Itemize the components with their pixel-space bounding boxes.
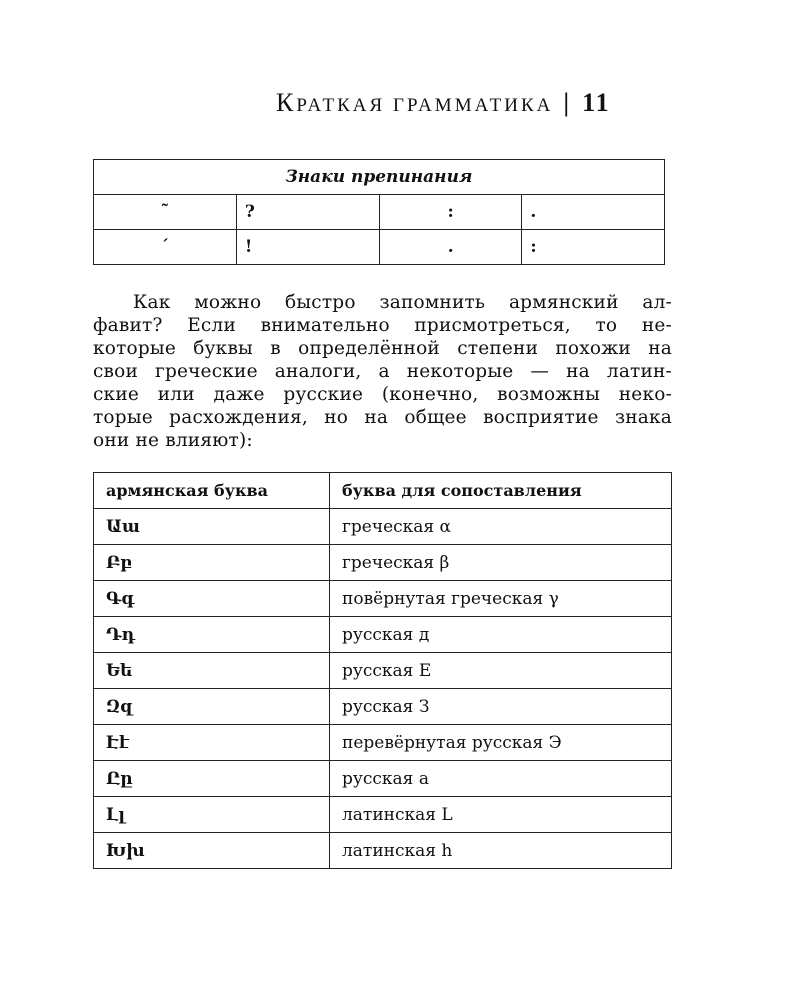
- comparison-letter: русская Е: [330, 653, 672, 689]
- armenian-letter: Աա: [94, 509, 330, 545]
- table-row: [94, 509, 672, 545]
- header-separator: |: [563, 88, 573, 117]
- table-header-row: [94, 473, 672, 509]
- table-row: [94, 195, 665, 230]
- table-cell: :: [522, 230, 665, 265]
- armenian-letter: Բբ: [94, 545, 330, 581]
- armenian-letter: Գգ: [94, 581, 330, 617]
- table-row: [94, 761, 672, 797]
- punctuation-table: [93, 159, 665, 265]
- table-row: [94, 797, 672, 833]
- paragraph-line: фавит? Если внимательно присмотреться, то не-: [93, 315, 672, 336]
- paragraph-line: Как можно быстро запомнить армянский ал-: [133, 292, 672, 313]
- table-cell: .: [379, 230, 522, 265]
- comparison-letter: повёрнутая греческая γ: [330, 581, 672, 617]
- armenian-letter: Եե: [94, 653, 330, 689]
- table-row: [94, 833, 672, 869]
- table-cell: .: [522, 195, 665, 230]
- comparison-letter: латинская L: [330, 797, 672, 833]
- table-row: [94, 545, 672, 581]
- table-row: [94, 230, 665, 265]
- armenian-letter: Լլ: [94, 797, 330, 833]
- table-cell: ?: [236, 195, 379, 230]
- armenian-letter: Էէ: [94, 725, 330, 761]
- comparison-letter: русская а: [330, 761, 672, 797]
- comparison-letter: латинская h: [330, 833, 672, 869]
- table-row: [94, 653, 672, 689]
- table-cell: :: [379, 195, 522, 230]
- running-header: [276, 88, 611, 118]
- armenian-letter: Զզ: [94, 689, 330, 725]
- paragraph-line: свои греческие аналоги, а некоторые — на латин-: [93, 361, 672, 382]
- letters-table: [93, 472, 672, 869]
- table-cell: ´: [94, 230, 237, 265]
- punctuation-table-title: Знаки препинания: [94, 160, 665, 195]
- armenian-letter: Դդ: [94, 617, 330, 653]
- armenian-letter: Խխ: [94, 833, 330, 869]
- table-row: [94, 581, 672, 617]
- comparison-letter: греческая α: [330, 509, 672, 545]
- column-header-armenian: армянская буква: [94, 473, 330, 509]
- header-title: КРАТКАЯ ГРАММАТИКА: [276, 88, 554, 117]
- body-paragraph: [93, 291, 672, 452]
- comparison-letter: греческая β: [330, 545, 672, 581]
- table-row: [94, 725, 672, 761]
- table-cell: !: [236, 230, 379, 265]
- paragraph-line: торые расхождения, но на общее восприятие знака: [93, 407, 672, 428]
- comparison-letter: русская д: [330, 617, 672, 653]
- column-header-comparison: буква для сопоставления: [330, 473, 672, 509]
- page-number: 11: [582, 88, 611, 117]
- comparison-letter: русская З: [330, 689, 672, 725]
- table-cell: ˜: [94, 195, 237, 230]
- paragraph-line: они не влияют):: [93, 430, 253, 451]
- paragraph-line: ские или даже русские (конечно, возможны некo-: [93, 384, 672, 405]
- paragraph-line: которые буквы в определённой степени похожи на: [93, 338, 672, 359]
- comparison-letter: перевёрнутая русская Э: [330, 725, 672, 761]
- armenian-letter: Ըը: [94, 761, 330, 797]
- table-row: [94, 617, 672, 653]
- table-row: [94, 689, 672, 725]
